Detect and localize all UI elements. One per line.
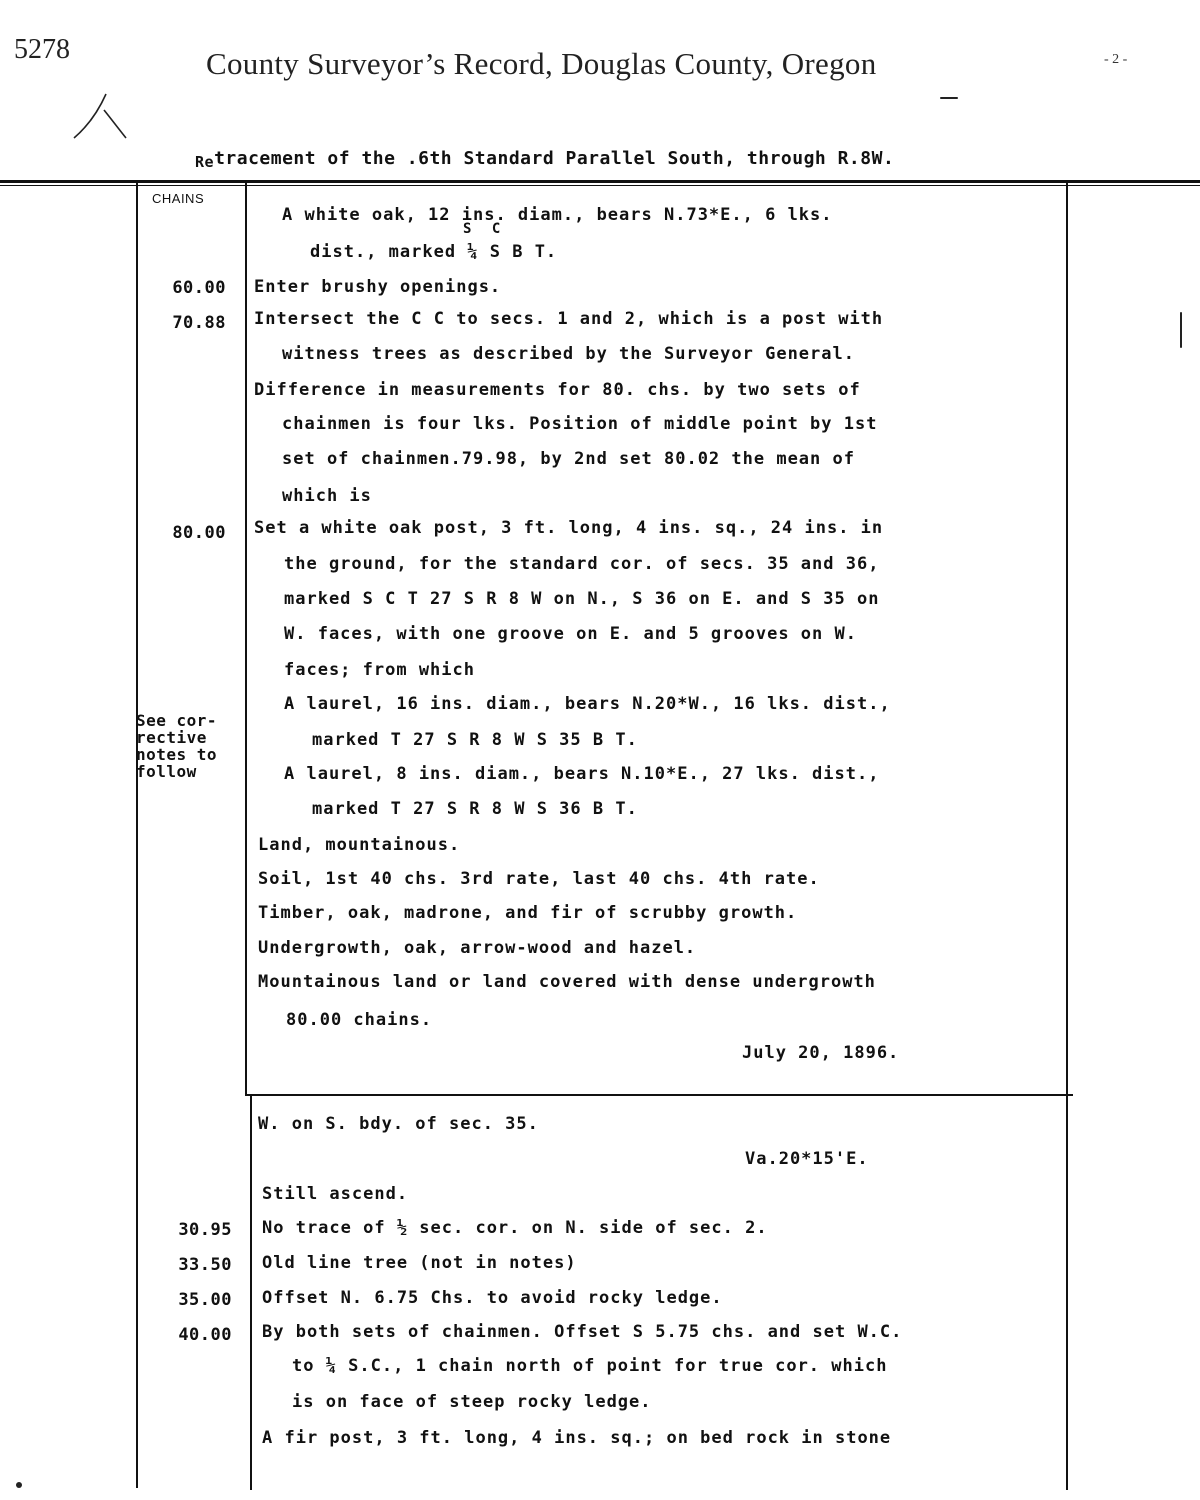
entry-line: faces; from which [284, 660, 475, 680]
entry-line: marked T 27 S R 8 W S 35 B T. [312, 730, 638, 750]
entry-line: Intersect the C C to secs. 1 and 2, which is a post with [254, 309, 884, 329]
entry-line: W. on S. bdy. of sec. 35. [258, 1114, 539, 1134]
chains-value: 80.00 [172, 523, 226, 543]
entry-line: set of chainmen.79.98, by 2nd set 80.02 the mean of [282, 449, 855, 469]
entry-line: No trace of ½ sec. cor. on N. side of sec. 2. [262, 1218, 768, 1238]
entry-line: W. faces, with one groove on E. and 5 grooves on W. [284, 624, 857, 644]
entry-line: A white oak, 12 ins. diam., bears N.73*E., 6 lks. [282, 205, 833, 225]
scan-speck [16, 1482, 22, 1488]
section-divider-rule [245, 1094, 1073, 1096]
subtitle-prefix: Re [195, 153, 215, 171]
entry-line: witness trees as described by the Surveyor General. [282, 344, 855, 364]
chains-value: 30.95 [178, 1220, 232, 1240]
entry-line: to ¼ S.C., 1 chain north of point for true cor. which [292, 1356, 888, 1376]
chains-value: 70.88 [172, 313, 226, 333]
entry-line: Mountainous land or land covered with dense undergrowth [258, 972, 876, 992]
page-number: 5278 [14, 34, 70, 65]
entry-line: dist., marked ¼ S B T. [310, 242, 558, 262]
chains-column-rule-upper [245, 183, 247, 1095]
entry-line: By both sets of chainmen. Offset S 5.75 chs. and set W.C. [262, 1322, 903, 1342]
entry-line: Offset N. 6.75 Chs. to avoid rocky ledge. [262, 1288, 723, 1308]
entry-line: Timber, oak, madrone, and fir of scrubby growth. [258, 903, 798, 923]
header-rule [0, 180, 1200, 183]
sheet-mark: - 2 - [1104, 52, 1128, 67]
entry-line: Soil, 1st 40 chs. 3rd rate, last 40 chs. 4th rate. [258, 869, 820, 889]
corrective-notes-margin-note: See cor- rective notes to follow [136, 711, 218, 781]
record-subtitle [195, 148, 894, 169]
entry-line: marked S C T 27 S R 8 W on N., S 36 on E. and S 35 on [284, 589, 880, 609]
right-border-rule [1066, 183, 1068, 1490]
entry-line: which is [282, 486, 372, 506]
chains-value: 33.50 [178, 1255, 232, 1275]
entry-line: marked T 27 S R 8 W S 36 B T. [312, 799, 638, 819]
sc-superscript-mark: S C [463, 221, 507, 237]
header-rule-thin [0, 185, 1200, 186]
entry-line: A fir post, 3 ft. long, 4 ins. sq.; on bed rock in stone [262, 1428, 892, 1448]
entry-line: is on face of steep rocky ledge. [292, 1392, 652, 1412]
entry-line: Still ascend. [262, 1184, 409, 1204]
entry-line: Enter brushy openings. [254, 277, 502, 297]
chains-value: 40.00 [178, 1325, 232, 1345]
entry-line: A laurel, 16 ins. diam., bears N.20*W., 16 lks. dist., [284, 694, 891, 714]
entry-date: July 20, 1896. [742, 1043, 900, 1063]
entry-line: chainmen is four lks. Position of middle point by 1st [282, 414, 878, 434]
chains-value: 35.00 [178, 1290, 232, 1310]
entry-line: 80.00 chains. [286, 1010, 433, 1030]
chains-column-rule-lower [250, 1095, 252, 1490]
left-margin-rule [136, 183, 138, 1488]
entry-line: Undergrowth, oak, arrow-wood and hazel. [258, 938, 697, 958]
entry-line: the ground, for the standard cor. of secs. 35 and 36, [284, 554, 880, 574]
chains-value: 60.00 [172, 278, 226, 298]
entry-line: Set a white oak post, 3 ft. long, 4 ins. sq., 24 ins. in [254, 518, 884, 538]
record-title: County Surveyor’s Record, Douglas County, Oregon [206, 46, 877, 81]
entry-line: Land, mountainous. [258, 835, 461, 855]
entry-line: Old line tree (not in notes) [262, 1253, 577, 1273]
scan-speck [1180, 312, 1182, 348]
handwritten-check-mark-icon [70, 92, 130, 142]
variation-value: Va.20*15'E. [745, 1149, 869, 1169]
entry-line: Difference in measurements for 80. chs. by two sets of [254, 380, 861, 400]
entry-line: A laurel, 8 ins. diam., bears N.10*E., 27 lks. dist., [284, 764, 880, 784]
chains-column-header: CHAINS [152, 191, 205, 206]
subtitle-text: tracement of the .6th Standard Parallel South, through R.8W. [214, 148, 895, 169]
scan-speck [940, 97, 958, 99]
